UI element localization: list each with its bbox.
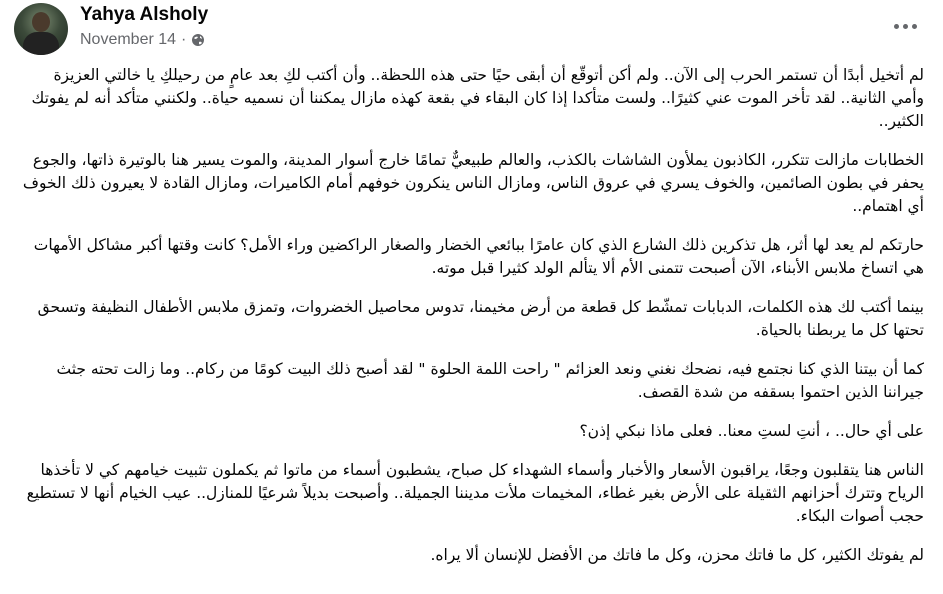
post-paragraph: على أي حال.. ، أنتِ لستِ معنا.. فعلى ماذا نبكي إذن؟	[579, 422, 924, 440]
post-paragraph: كما أن بيتنا الذي كنا نجتمع فيه، نضحك نغني ونعد العزائم " راحت اللمة الحلوة " لقد أصبح ذلك البيت كومًا من ركام.. وما زالت تحته جثث جيراننا الذين احتموا بسقفه من شدة القصف.	[56, 360, 924, 401]
avatar-body	[23, 32, 59, 55]
post-paragraph: الناس هنا يتقلبون وجعًا، يراقبون الأسعار والأخبار وأسماء الشهداء كل صباح، يشطبون أسماء من ماتوا ثم يكملون تثبيت خيامهم كي لا تأخذها الرياح وتترك أحزانهم الثقيلة على الأرض بغير غطاء، المخيمات ملأت مديننا الجميلة.. وأصبحت بديلاً شرعيًا للمنازل.. عيب الخيام أنها لا تستطيع حجب أصوات البكاء.	[26, 461, 924, 525]
post-paragraph: بينما أكتب لك هذه الكلمات، الدبابات تمشّط كل قطعة من أرض مخيمنا، تدوس محاصيل الخضروات، وتمزق ملابس الأطفال النظيفة وتسحق تحتها كل ما يربطنا بالحياة.	[37, 298, 924, 339]
more-dot	[912, 24, 917, 29]
author-avatar[interactable]	[14, 3, 68, 55]
post-paragraph: الخطابات مازالت تتكرر، الكاذبون يملأون الشاشات بالكذب، والعالم طبيعيٌّ تمامًا خارج أسوار المدينة، والموت يسير هنا بالوتيرة ذاتها، والجوع يحفر في بطون الصائمين، والخوف يسري في عروق الناس، ومازال الناس ينكرون خوفهم أمام الكاميرات، ومازال القادة لا يعيرون ذلك الخوف أي اهتمام..	[22, 151, 924, 215]
globe-icon[interactable]	[191, 33, 205, 47]
author-name[interactable]: Yahya Alsholy	[80, 4, 209, 25]
post-date[interactable]: November 14	[80, 31, 177, 48]
post-paragraph: لم يفوتك الكثير، كل ما فاتك محزن، وكل ما فاتك من الأفضل للإنسان ألا يراه.	[430, 546, 924, 564]
post-paragraph: حارتكم لم يعد لها أثر، هل تذكرين ذلك الشارع الذي كان عامرًا ببائعي الخضار والصغار الراكضين وراء الأمل؟ كانت وقتها أكبر مشاكل الأمهات هي اتساخ ملابس الأبناء، الآن أصبحت تتمنى الأم ألا يتألم الولد كثيرا قبل موته.	[33, 236, 924, 277]
post-body	[18, 64, 924, 583]
avatar-head	[32, 12, 50, 32]
more-dot	[894, 24, 899, 29]
more-options-icon[interactable]	[890, 14, 920, 38]
meta-separator: ·	[181, 31, 187, 48]
post-meta	[80, 31, 205, 49]
more-dot	[903, 24, 908, 29]
post-paragraph: لم أتخيل أبدًا أن تستمر الحرب إلى الآن.. ولم أكن أتوقّع أن أبقى حيًا حتى هذه اللحظة.. وأن أكتب لكِ بعد عامٍ من رحيلكِ يا خالتي العزيزة وأمي الثانية.. لقد تأخر الموت عني كثيرًا.. ولست متأكدا إذا كان البقاء في بقعة كهذه مازال يمكننا أن نسميه حياة.. ولكنني متأكد أنه لم يفوتك الكثير..	[31, 66, 924, 130]
post-header	[0, 0, 943, 60]
